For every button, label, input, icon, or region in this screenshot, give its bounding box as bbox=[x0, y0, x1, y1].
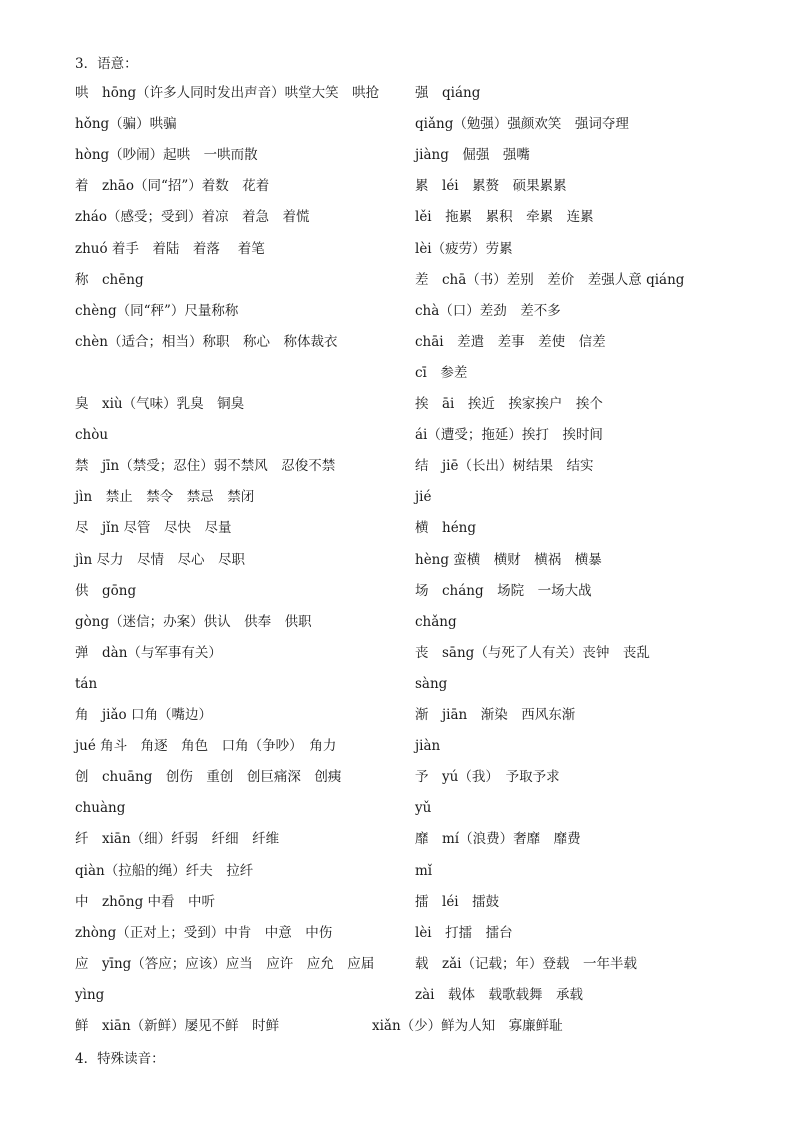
right-entry: 横 héng bbox=[415, 520, 477, 537]
left-entry: tán bbox=[75, 675, 98, 692]
list-row bbox=[0, 767, 794, 791]
right-entry: lěi 拖累 累积 牵累 连累 bbox=[415, 209, 594, 226]
left-entry: chèn（适合；相当）称职 称心 称体裁衣 bbox=[75, 333, 338, 350]
list-row bbox=[0, 363, 794, 387]
right-entry: 载 zǎi（记载；年）登载 一年半载 bbox=[415, 955, 637, 972]
right-entry: mǐ bbox=[415, 862, 433, 879]
right-entry: 差 chā（书）差别 差价 差强人意 qiáng bbox=[415, 271, 685, 288]
list-row bbox=[0, 83, 794, 107]
left-entry: hòng（吵闹）起哄 一哄而散 bbox=[75, 147, 258, 164]
right-entry: jiàng 倔强 强嘴 bbox=[415, 147, 530, 164]
left-entry: yìng bbox=[75, 986, 105, 1003]
left-entry: jìn 尽力 尽情 尽心 尽职 bbox=[75, 551, 245, 568]
list-row bbox=[0, 1016, 794, 1040]
list-row bbox=[0, 861, 794, 885]
right-entry: lèi（疲劳）劳累 bbox=[415, 240, 513, 257]
right-entry: 靡 mí（浪费）奢靡 靡费 bbox=[415, 831, 581, 848]
right-entry: 丧 sāng（与死了人有关）丧钟 丧乱 bbox=[415, 644, 650, 661]
list-row bbox=[0, 892, 794, 916]
list-row bbox=[0, 114, 794, 138]
right-entry: chāi 差遣 差事 差使 信差 bbox=[415, 333, 606, 350]
list-row bbox=[0, 674, 794, 698]
list-row bbox=[0, 954, 794, 978]
left-entry: 弹 dàn（与军事有关） bbox=[75, 644, 222, 661]
list-row bbox=[0, 270, 794, 294]
list-row bbox=[0, 239, 794, 263]
list-row bbox=[0, 643, 794, 667]
right-entry: chǎng bbox=[415, 613, 457, 630]
left-entry: jìn 禁止 禁令 禁忌 禁闭 bbox=[75, 489, 255, 506]
right-entry: 场 cháng 场院 一场大战 bbox=[415, 582, 592, 599]
list-row bbox=[0, 487, 794, 511]
list-row bbox=[0, 798, 794, 822]
list-row bbox=[0, 612, 794, 636]
right-entry: cī 参差 bbox=[415, 364, 468, 381]
left-entry: 应 yīng（答应；应该）应当 应许 应允 应届 bbox=[75, 955, 375, 972]
section-heading-meaning: 3．语意： bbox=[75, 56, 138, 72]
right-entry: jié bbox=[415, 489, 432, 506]
left-entry: chòu bbox=[75, 427, 109, 444]
right-entry: lèi 打擂 擂台 bbox=[415, 924, 513, 941]
right-entry: xiǎn（少）鲜为人知 寡廉鲜耻 bbox=[372, 1018, 563, 1034]
right-entry: 结 jiē（长出）树结果 结实 bbox=[415, 458, 594, 475]
left-entry: hǒng（骗）哄骗 bbox=[75, 116, 177, 133]
list-row bbox=[0, 456, 794, 480]
left-entry: 禁 jīn（禁受；忍住）弱不禁风 忍俊不禁 bbox=[75, 458, 336, 475]
left-entry: 创 chuāng 创伤 重创 创巨痛深 创痍 bbox=[75, 769, 342, 786]
right-entry: ái（遭受；拖延）挨打 挨时间 bbox=[415, 427, 603, 444]
left-entry: 着 zhāo（同“招”）着数 花着 bbox=[75, 178, 270, 195]
list-row bbox=[0, 581, 794, 605]
right-entry: 擂 léi 擂鼓 bbox=[415, 893, 500, 910]
list-row bbox=[0, 923, 794, 947]
left-entry: zhuó 着手 着陆 着落 着笔 bbox=[75, 240, 265, 257]
left-entry: 尽 jǐn 尽管 尽快 尽量 bbox=[75, 520, 232, 537]
left-entry: jué 角斗 角逐 角色 口角（争吵） 角力 bbox=[75, 738, 337, 755]
left-entry: chuàng bbox=[75, 800, 126, 817]
left-entry: 称 chēng bbox=[75, 271, 144, 288]
left-entry: zháo（感受；受到）着凉 着急 着慌 bbox=[75, 209, 310, 226]
right-entry: chà（口）差劲 差不多 bbox=[415, 302, 561, 319]
left-entry: qiàn（拉船的绳）纤夫 拉纤 bbox=[75, 862, 254, 879]
left-entry: 纤 xiān（细）纤弱 纤细 纤维 bbox=[75, 831, 280, 848]
left-entry: 鲜 xiān（新鲜）屡见不鲜 时鲜 bbox=[75, 1018, 280, 1034]
list-row bbox=[0, 207, 794, 231]
list-row bbox=[0, 705, 794, 729]
list-row bbox=[0, 145, 794, 169]
list-row bbox=[0, 176, 794, 200]
list-row bbox=[0, 550, 794, 574]
list-row bbox=[0, 829, 794, 853]
right-entry: 累 léi 累赘 硕果累累 bbox=[415, 178, 567, 195]
list-row bbox=[0, 332, 794, 356]
list-row bbox=[0, 425, 794, 449]
right-entry: jiàn bbox=[415, 738, 441, 755]
list-row bbox=[0, 985, 794, 1009]
right-entry: 渐 jiān 渐染 西风东渐 bbox=[415, 707, 576, 723]
left-entry: 哄 hōng（许多人同时发出声音）哄堂大笑 哄抢 bbox=[75, 85, 380, 101]
left-entry: 供 gōng bbox=[75, 582, 137, 599]
list-row bbox=[0, 394, 794, 418]
list-row bbox=[0, 518, 794, 542]
left-entry: chèng（同“秤”）尺量称称 bbox=[75, 302, 239, 319]
left-entry: 角 jiǎo 口角（嘴边） bbox=[75, 707, 212, 723]
left-entry: gòng（迷信；办案）供认 供奉 供职 bbox=[75, 613, 312, 630]
left-entry: 中 zhōng 中看 中听 bbox=[75, 893, 216, 910]
right-entry: zài 载体 载歌载舞 承载 bbox=[415, 986, 583, 1003]
list-row bbox=[0, 736, 794, 760]
section-heading-special: 4．特殊读音： bbox=[75, 1051, 165, 1067]
right-entry: yǔ bbox=[415, 800, 432, 817]
right-entry: qiǎng（勉强）强颜欢笑 强词夺理 bbox=[415, 116, 629, 133]
left-entry: 臭 xiù（气味）乳臭 铜臭 bbox=[75, 396, 245, 412]
right-entry: sàng bbox=[415, 675, 448, 692]
right-entry: hèng 蛮横 横财 横祸 横暴 bbox=[415, 551, 602, 568]
left-entry: zhòng（正对上；受到）中肯 中意 中伤 bbox=[75, 924, 333, 941]
right-entry: 强 qiáng bbox=[415, 85, 481, 101]
list-row bbox=[0, 301, 794, 325]
right-entry: 挨 āi 挨近 挨家挨户 挨个 bbox=[415, 396, 603, 412]
right-entry: 予 yú（我） 予取予求 bbox=[415, 769, 560, 786]
